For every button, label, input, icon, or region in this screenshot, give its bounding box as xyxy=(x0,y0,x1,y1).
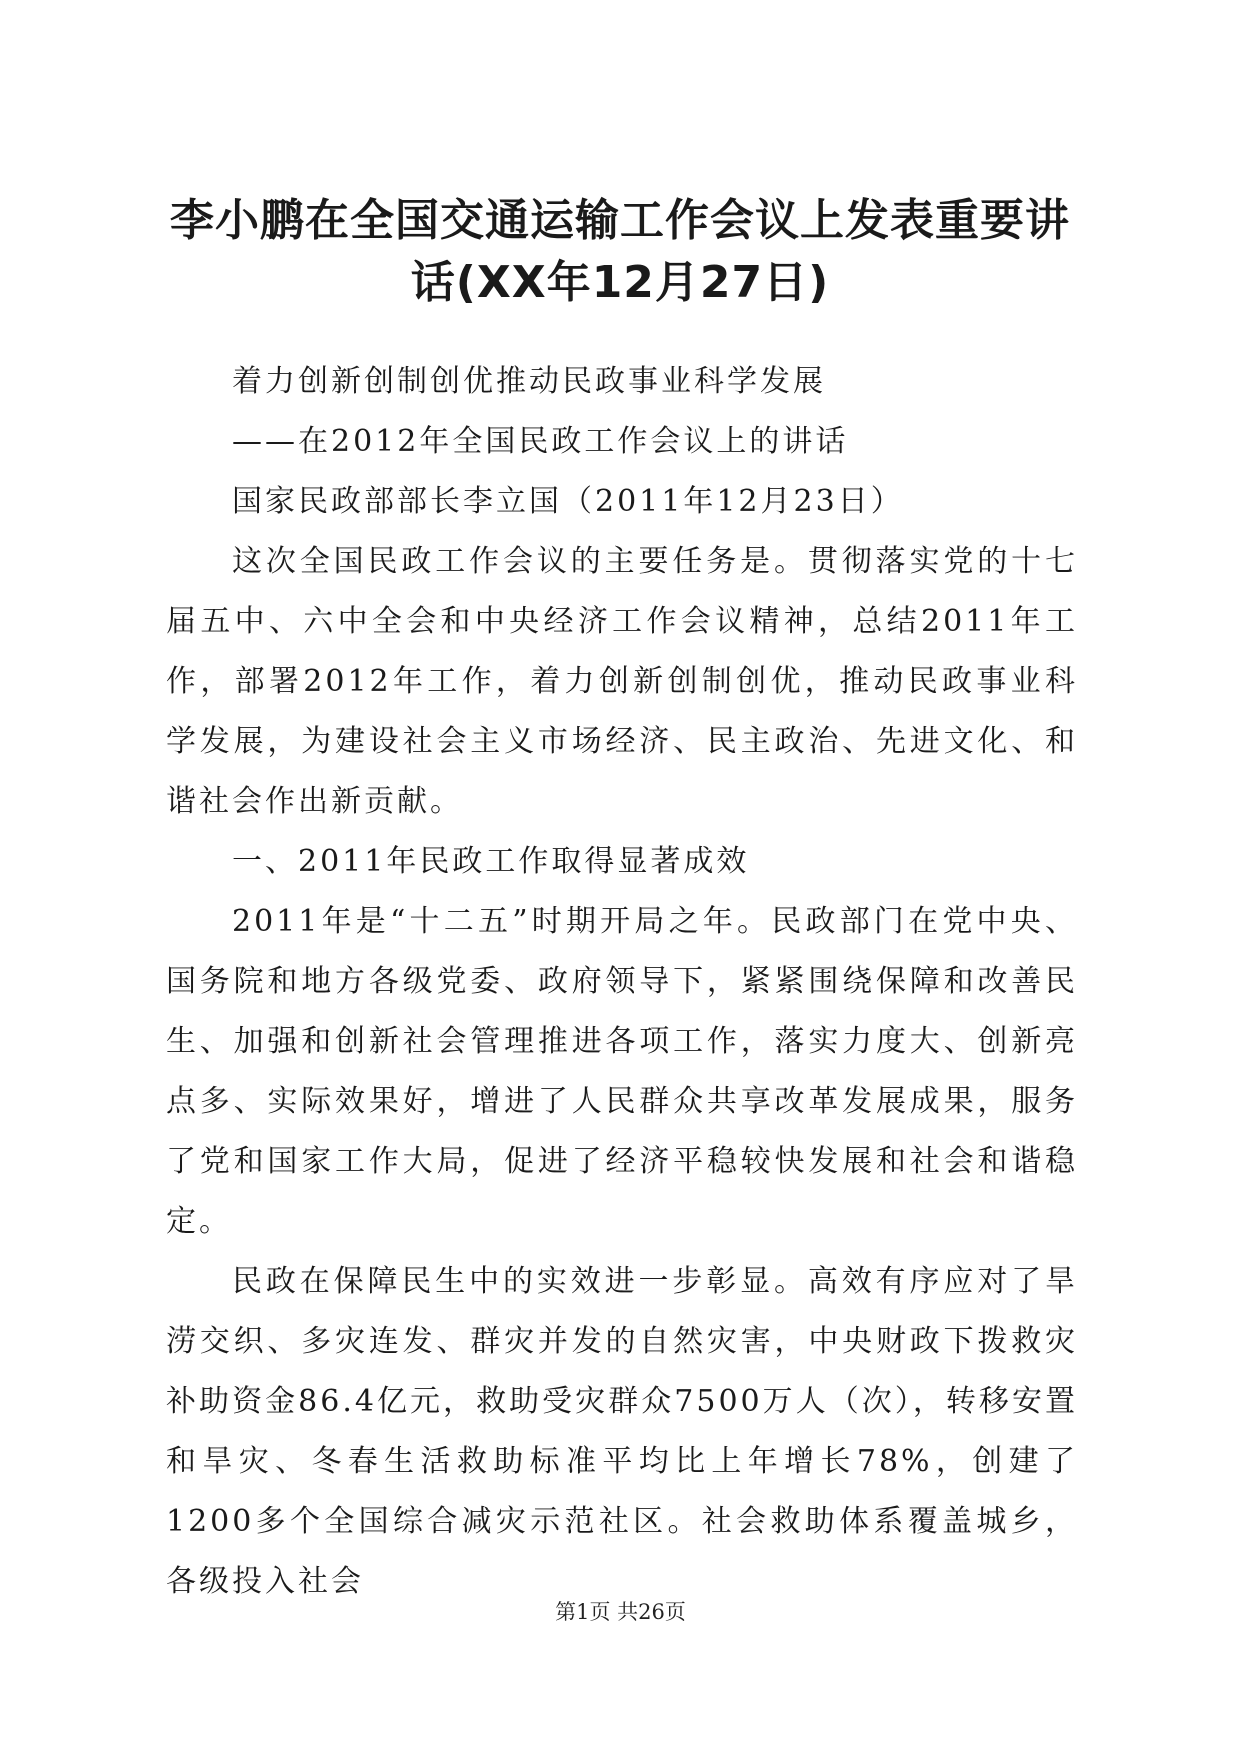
paragraph-intro: 这次全国民政工作会议的主要任务是。贯彻落实党的十七届五中、六中全会和中央经济工作会议精神，总结2011年工作，部署2012年工作，着力创新创制创优，推动民政事业科学发展，为建设社会主义市场经济、民主政治、先进文化、和谐社会作出新贡献。 xyxy=(166,544,1078,819)
paragraph-overview: 2011年是“十二五”时期开局之年。民政部门在党中央、国务院和地方各级党委、政府领导下，紧紧围绕保障和改善民生、加强和创新社会管理推进各项工作，落实力度大、创新亮点多、实际效果好，增进了人民群众共享改革发展成果，服务了党和国家工作大局，促进了经济平稳较快发展和社会和谐稳定。 xyxy=(166,904,1078,1239)
paragraph-speaker: 国家民政部部长李立国（2011年12月23日） xyxy=(232,484,904,519)
document-body xyxy=(166,352,1078,1612)
document-title: 李小鹏在全国交通运输工作会议上发表重要讲话(XX年12月27日) xyxy=(170,195,1070,308)
paragraph-subtitle: 着力创新创制创优推动民政事业科学发展 xyxy=(232,364,826,399)
paragraph-speech-occasion: ——在2012年全国民政工作会议上的讲话 xyxy=(232,424,849,459)
section-heading: 一、2011年民政工作取得显著成效 xyxy=(232,844,750,879)
paragraph-livelihood: 民政在保障民生中的实效进一步彰显。高效有序应对了旱涝交织、多灾连发、群灾并发的自然灾害，中央财政下拨救灾补助资金86.4亿元，救助受灾群众7500万人（次），转移安置和旱灾、冬春生活救助标准平均比上年增长78%，创建了1200多个全国综合减灾示范社区。社会救助体系覆盖城乡，各级投入社会 xyxy=(166,1264,1078,1599)
page-number: 第1页 共26页 xyxy=(555,1600,686,1624)
